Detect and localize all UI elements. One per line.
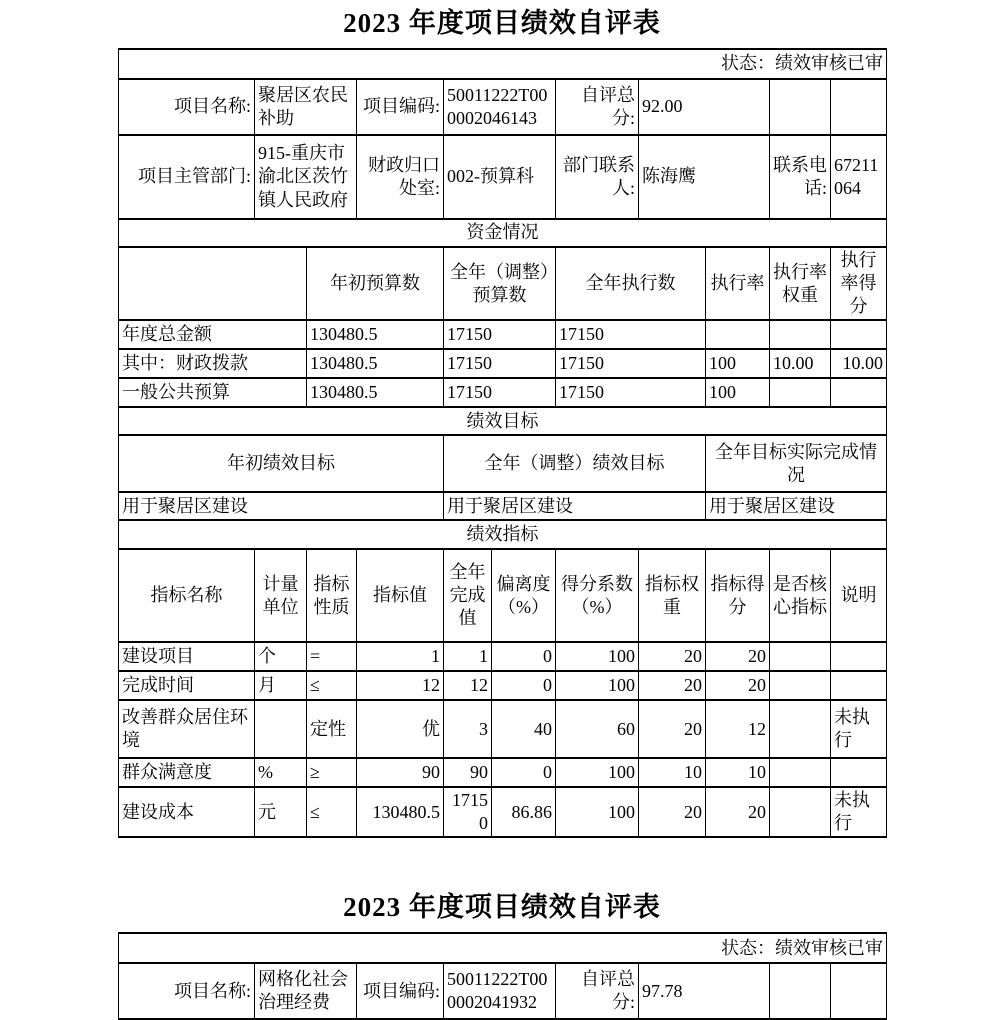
indicator-header-name: 指标名称 bbox=[119, 549, 255, 642]
funding-initial-budget: 130480.5 bbox=[307, 349, 444, 378]
indicator-unit: % bbox=[255, 758, 307, 787]
indicators-section-title: 绩效指标 bbox=[119, 520, 887, 549]
indicator-weight: 20 bbox=[639, 671, 706, 700]
indicator-weight: 20 bbox=[639, 787, 706, 837]
funding-executed: 17150 bbox=[556, 320, 706, 349]
goal-adjusted: 用于聚居区建设 bbox=[444, 492, 706, 520]
report-2-table bbox=[118, 932, 887, 1020]
project-info-row-2 bbox=[119, 135, 887, 219]
funding-section-row bbox=[119, 219, 887, 247]
funding-header-exec-rate: 执行率 bbox=[706, 247, 770, 320]
goal-initial: 用于聚居区建设 bbox=[119, 492, 444, 520]
funding-exec-rate: 100 bbox=[706, 349, 770, 378]
indicator-target: 130480.5 bbox=[357, 787, 444, 837]
project-code-value: 50011222T000002041932 bbox=[444, 963, 556, 1019]
status-text: 状态：绩效审核已审 bbox=[119, 933, 887, 963]
indicator-completed: 17150 bbox=[444, 787, 492, 837]
indicator-weight: 10 bbox=[639, 758, 706, 787]
indicator-header-unit: 计量单位 bbox=[255, 549, 307, 642]
indicator-header-score: 指标得分 bbox=[706, 549, 770, 642]
indicator-name: 完成时间 bbox=[119, 671, 255, 700]
indicator-header-core: 是否核心指标 bbox=[770, 549, 831, 642]
project-name-label: 项目名称: bbox=[119, 79, 255, 135]
funding-row-label: 一般公共预算 bbox=[119, 378, 307, 407]
office-value: 002-预算科 bbox=[444, 135, 556, 219]
funding-adjusted-budget: 17150 bbox=[444, 378, 556, 407]
indicator-unit: 月 bbox=[255, 671, 307, 700]
indicator-note bbox=[831, 642, 887, 671]
project-name-value: 网格化社会治理经费 bbox=[255, 963, 357, 1019]
empty-cell bbox=[770, 963, 831, 1019]
indicator-header-weight: 指标权重 bbox=[639, 549, 706, 642]
indicator-header-coefficient: 得分系数（%） bbox=[556, 549, 639, 642]
indicator-completed: 1 bbox=[444, 642, 492, 671]
funding-row-total bbox=[119, 320, 887, 349]
contact-value: 陈海鹰 bbox=[639, 135, 770, 219]
status-row bbox=[119, 49, 887, 79]
indicator-coefficient: 100 bbox=[556, 671, 639, 700]
indicator-header-deviation: 偏离度（%） bbox=[492, 549, 556, 642]
goals-header-adjusted: 全年（调整）绩效目标 bbox=[444, 435, 706, 492]
empty-cell bbox=[831, 79, 887, 135]
indicator-score: 12 bbox=[706, 700, 770, 758]
indicator-target: 12 bbox=[357, 671, 444, 700]
report-1 bbox=[0, 4, 1000, 838]
indicator-name: 建设项目 bbox=[119, 642, 255, 671]
report-2-title: 2023 年度项目绩效自评表 bbox=[343, 892, 661, 923]
goal-actual: 用于聚居区建设 bbox=[706, 492, 887, 520]
project-code-label: 项目编码: bbox=[357, 79, 444, 135]
indicator-header-target: 指标值 bbox=[357, 549, 444, 642]
report-1-table bbox=[118, 48, 887, 838]
indicator-row bbox=[119, 758, 887, 787]
funding-header-rate-score: 执行率得分 bbox=[831, 247, 887, 320]
funding-row-public-budget bbox=[119, 378, 887, 407]
indicator-coefficient: 100 bbox=[556, 642, 639, 671]
empty-cell bbox=[770, 79, 831, 135]
indicator-completed: 3 bbox=[444, 700, 492, 758]
indicator-coefficient: 100 bbox=[556, 758, 639, 787]
status-row bbox=[119, 933, 887, 963]
funding-rate-weight bbox=[770, 320, 831, 349]
funding-adjusted-budget: 17150 bbox=[444, 349, 556, 378]
indicator-core bbox=[770, 758, 831, 787]
indicator-name: 群众满意度 bbox=[119, 758, 255, 787]
indicator-name: 建设成本 bbox=[119, 787, 255, 837]
indicator-nature: ≤ bbox=[307, 671, 357, 700]
indicator-nature: = bbox=[307, 642, 357, 671]
self-score-value: 97.78 bbox=[639, 963, 770, 1019]
goals-section-row bbox=[119, 407, 887, 435]
funding-row-fiscal bbox=[119, 349, 887, 378]
project-code-value: 50011222T000002046143 bbox=[444, 79, 556, 135]
funding-header-blank bbox=[119, 247, 307, 320]
indicator-note: 未执行 bbox=[831, 700, 887, 758]
indicator-coefficient: 100 bbox=[556, 787, 639, 837]
project-info-row-1 bbox=[119, 79, 887, 135]
report-1-title: 2023 年度项目绩效自评表 bbox=[343, 8, 661, 38]
indicator-core bbox=[770, 671, 831, 700]
indicator-unit: 元 bbox=[255, 787, 307, 837]
project-code-label: 项目编码: bbox=[357, 963, 444, 1019]
funding-row-label: 年度总金额 bbox=[119, 320, 307, 349]
indicator-header-nature: 指标性质 bbox=[307, 549, 357, 642]
project-name-label: 项目名称: bbox=[119, 963, 255, 1019]
indicators-header-row bbox=[119, 549, 887, 642]
indicator-header-completed: 全年完成值 bbox=[444, 549, 492, 642]
phone-value: 67211064 bbox=[831, 135, 887, 219]
indicators-section-row bbox=[119, 520, 887, 549]
indicator-coefficient: 60 bbox=[556, 700, 639, 758]
dept-value: 915-重庆市渝北区茨竹镇人民政府 bbox=[255, 135, 357, 219]
project-info-row-1 bbox=[119, 963, 887, 1019]
contact-label: 部门联系人: bbox=[556, 135, 639, 219]
indicator-target: 1 bbox=[357, 642, 444, 671]
indicator-target: 90 bbox=[357, 758, 444, 787]
dept-label: 项目主管部门: bbox=[119, 135, 255, 219]
funding-header-executed: 全年执行数 bbox=[556, 247, 706, 320]
funding-initial-budget: 130480.5 bbox=[307, 320, 444, 349]
indicator-completed: 12 bbox=[444, 671, 492, 700]
funding-section-title: 资金情况 bbox=[119, 219, 887, 247]
indicator-score: 20 bbox=[706, 642, 770, 671]
indicator-nature: ≥ bbox=[307, 758, 357, 787]
indicator-weight: 20 bbox=[639, 642, 706, 671]
funding-rate-score bbox=[831, 378, 887, 407]
self-score-label: 自评总分: bbox=[556, 963, 639, 1019]
funding-header-rate-weight: 执行率权重 bbox=[770, 247, 831, 320]
funding-adjusted-budget: 17150 bbox=[444, 320, 556, 349]
goals-header-actual: 全年目标实际完成情况 bbox=[706, 435, 887, 492]
funding-row-label: 其中：财政拨款 bbox=[119, 349, 307, 378]
status-text: 状态：绩效审核已审 bbox=[119, 49, 887, 79]
indicator-deviation: 40 bbox=[492, 700, 556, 758]
funding-exec-rate: 100 bbox=[706, 378, 770, 407]
indicator-note bbox=[831, 671, 887, 700]
indicator-target: 优 bbox=[357, 700, 444, 758]
goals-header-initial: 年初绩效目标 bbox=[119, 435, 444, 492]
funding-rate-weight: 10.00 bbox=[770, 349, 831, 378]
empty-cell bbox=[831, 963, 887, 1019]
indicator-core bbox=[770, 700, 831, 758]
indicator-deviation: 0 bbox=[492, 671, 556, 700]
funding-header-adjusted-budget: 全年（调整）预算数 bbox=[444, 247, 556, 320]
indicator-core bbox=[770, 787, 831, 837]
self-score-label: 自评总分: bbox=[556, 79, 639, 135]
indicator-row bbox=[119, 700, 887, 758]
funding-header-initial-budget: 年初预算数 bbox=[307, 247, 444, 320]
indicator-completed: 90 bbox=[444, 758, 492, 787]
funding-rate-weight bbox=[770, 378, 831, 407]
self-score-value: 92.00 bbox=[639, 79, 770, 135]
indicator-deviation: 0 bbox=[492, 642, 556, 671]
indicator-weight: 20 bbox=[639, 700, 706, 758]
indicator-unit: 个 bbox=[255, 642, 307, 671]
indicator-name: 改善群众居住环境 bbox=[119, 700, 255, 758]
indicator-deviation: 86.86 bbox=[492, 787, 556, 837]
office-label: 财政归口处室: bbox=[357, 135, 444, 219]
funding-executed: 17150 bbox=[556, 349, 706, 378]
goals-header-row bbox=[119, 435, 887, 492]
indicator-note bbox=[831, 758, 887, 787]
funding-rate-score bbox=[831, 320, 887, 349]
indicator-core bbox=[770, 642, 831, 671]
project-name-value: 聚居区农民补助 bbox=[255, 79, 357, 135]
indicator-note: 未执行 bbox=[831, 787, 887, 837]
indicator-header-note: 说明 bbox=[831, 549, 887, 642]
goals-section-title: 绩效目标 bbox=[119, 407, 887, 435]
funding-exec-rate bbox=[706, 320, 770, 349]
phone-label: 联系电话: bbox=[770, 135, 831, 219]
indicator-score: 10 bbox=[706, 758, 770, 787]
funding-rate-score: 10.00 bbox=[831, 349, 887, 378]
indicator-deviation: 0 bbox=[492, 758, 556, 787]
funding-initial-budget: 130480.5 bbox=[307, 378, 444, 407]
funding-executed: 17150 bbox=[556, 378, 706, 407]
funding-header-row bbox=[119, 247, 887, 320]
indicator-nature: 定性 bbox=[307, 700, 357, 758]
indicator-row bbox=[119, 787, 887, 837]
indicator-unit bbox=[255, 700, 307, 758]
indicator-nature: ≤ bbox=[307, 787, 357, 837]
indicator-row bbox=[119, 671, 887, 700]
indicator-row bbox=[119, 642, 887, 671]
indicator-score: 20 bbox=[706, 787, 770, 837]
goals-data-row bbox=[119, 492, 887, 520]
report-2 bbox=[0, 888, 1000, 1020]
indicator-score: 20 bbox=[706, 671, 770, 700]
